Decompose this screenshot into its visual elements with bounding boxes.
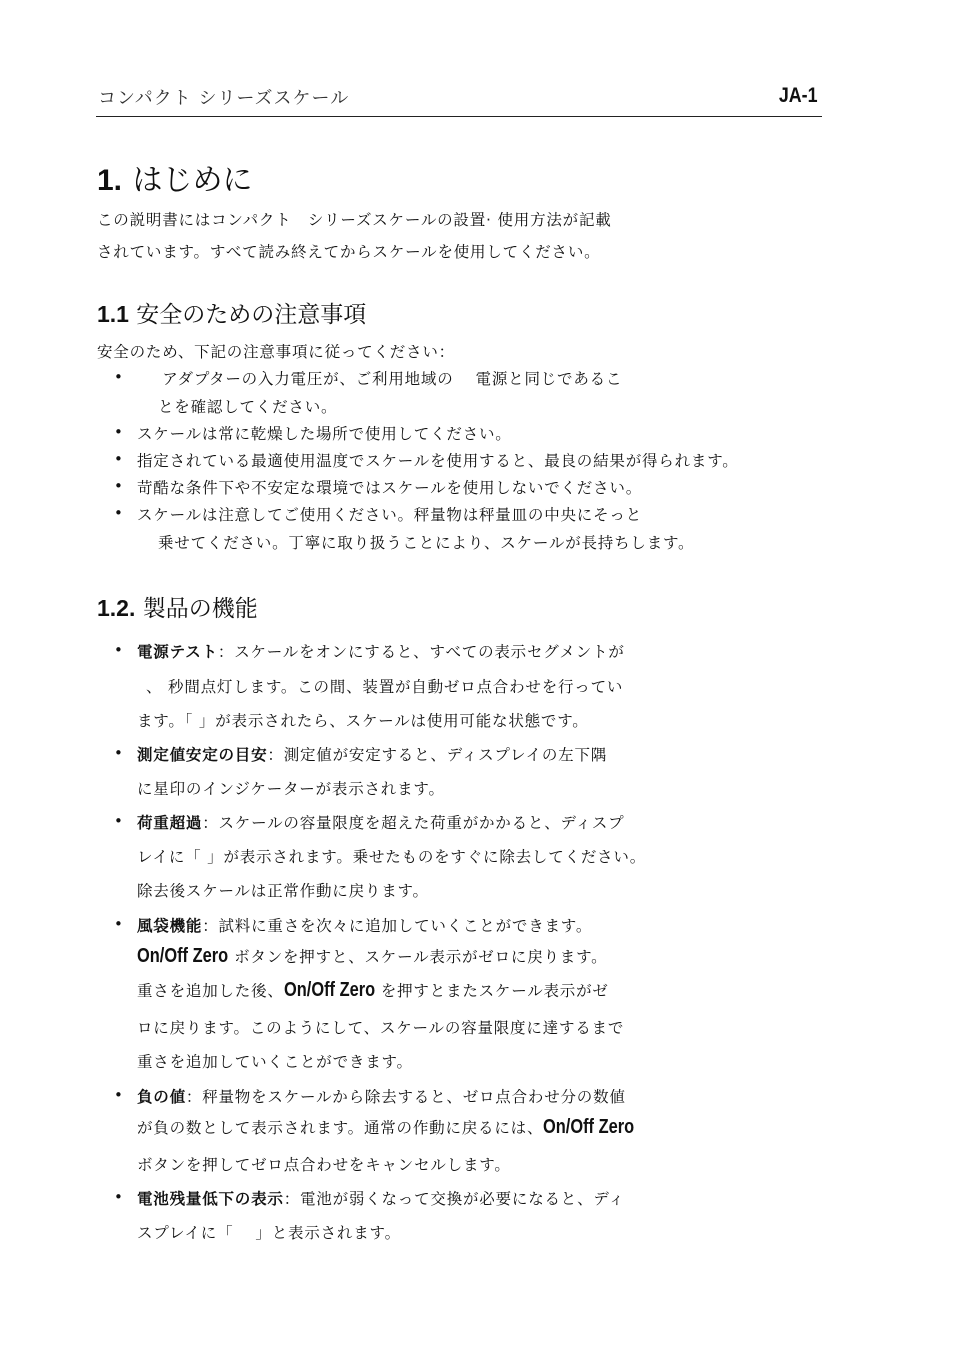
safety-item-1-line-1: アダプターの入力電圧が、ご利用地域の 電源と同じであるこ xyxy=(146,370,623,388)
feature-4-line-3 xyxy=(137,979,609,1002)
on-off-zero-key-label: On/Off Zero xyxy=(543,1116,635,1138)
feature-5-term: 負の値 xyxy=(137,1088,186,1106)
safety-lead: 安全のため、下記の注意事項に従ってください： xyxy=(97,343,455,361)
section-1-2-number: 1.2. xyxy=(97,595,136,621)
bullet-icon: • xyxy=(114,450,123,468)
bullet-icon: • xyxy=(114,504,123,522)
bullet-icon: • xyxy=(114,368,123,386)
feature-3-term: 荷重超過 xyxy=(137,814,203,832)
feature-2-line-1 xyxy=(137,743,607,765)
feature-4-line-b-pre: 重さを追加した後、 xyxy=(137,982,284,1000)
bullet-icon: • xyxy=(114,812,123,830)
feature-4-line-1 xyxy=(137,914,592,936)
bullet-icon: • xyxy=(114,423,123,441)
section-1-1-number: 1.1 xyxy=(97,301,129,327)
header-doc-title: コンパクト シリーズスケール xyxy=(98,88,350,109)
intro-line-1: この説明書にはコンパクト シリーズスケールの設置· 使用方法が記載 xyxy=(97,211,612,229)
safety-item-1-line-2: とを確認してください。 xyxy=(158,398,338,416)
page-header xyxy=(96,82,822,117)
section-1-title: はじめに xyxy=(132,163,253,198)
safety-item-2: スケールは常に乾燥した場所で使用してください。 xyxy=(137,425,512,443)
section-1-1-title: 安全のための注意事項 xyxy=(136,302,367,328)
feature-1-text: ：スケールをオンにすると、すべての表示セグメントが xyxy=(217,643,625,661)
feature-4-term: 風袋機能 xyxy=(137,917,203,935)
bullet-icon: • xyxy=(114,1086,123,1104)
feature-6-term: 電池残量低下の表示 xyxy=(137,1190,284,1208)
feature-2-text: ：測定値が安定すると、ディスプレイの左下隅 xyxy=(267,746,608,764)
section-1-1-heading xyxy=(97,296,366,329)
safety-item-5-line-1: スケールは注意してご使用ください。秤量物は秤量皿の中央にそっと xyxy=(137,506,642,524)
feature-3-line-2: レイに「 」が表示されます。乗せたものをすぐに除去してください。 xyxy=(137,848,647,866)
on-off-zero-key-label: On/Off Zero xyxy=(283,979,375,1001)
section-1-2-title: 製品の機能 xyxy=(142,596,258,622)
header-page-number: JA-1 xyxy=(779,84,818,107)
on-off-zero-key-label: On/Off Zero xyxy=(137,945,229,967)
feature-2-line-2: に星印のインジケーターが表示されます。 xyxy=(137,780,445,798)
bullet-icon: • xyxy=(114,744,123,762)
feature-1-line-3: ます。「 」が表示されたら、スケールは使用可能な状態です。 xyxy=(137,712,589,730)
section-1-heading xyxy=(97,155,252,199)
feature-4-line-4: ロに戻ります。このようにして、スケールの容量限度に達するまで xyxy=(137,1019,625,1037)
feature-4-text: ：試料に重さを次々に追加していくことができます。 xyxy=(202,917,593,935)
feature-1-line-1 xyxy=(137,640,625,662)
feature-4-line-5: 重さを追加していくことができます。 xyxy=(137,1053,413,1071)
feature-5-line-3: ボタンを押してゼロ点合わせをキャンセルします。 xyxy=(137,1156,511,1174)
feature-4-line-2 xyxy=(137,945,607,968)
feature-4-line-b-post: を押すとまたスケール表示がゼ xyxy=(380,982,609,1000)
feature-5-line-a: が負の数として表示されます。通常の作動に戻るには、 xyxy=(137,1119,544,1137)
feature-3-text: ：スケールの容量限度を超えた荷重がかかると、ディスプ xyxy=(202,814,625,832)
feature-2-term: 測定値安定の目安 xyxy=(137,746,268,764)
feature-3-line-1 xyxy=(137,811,624,833)
feature-5-line-1 xyxy=(137,1085,626,1107)
section-1-number: 1. xyxy=(97,164,123,197)
feature-3-line-3: 除去後スケールは正常作動に戻ります。 xyxy=(137,882,429,900)
safety-item-3: 指定されている最適使用温度でスケールを使用すると、最良の結果が得られます。 xyxy=(137,452,739,470)
feature-1-line-2: 、 秒間点灯します。この間、装置が自動ゼロ点合わせを行ってい xyxy=(146,678,624,696)
safety-item-5-line-2: 乗せてください。丁寧に取り扱うことにより、スケールが長持ちします。 xyxy=(158,534,695,552)
feature-6-text: ：電池が弱くなって交換が必要になると、ディ xyxy=(283,1190,625,1208)
feature-6-line-1 xyxy=(137,1187,625,1209)
feature-5-text: ：秤量物をスケールから除去すると、ゼロ点合わせ分の数値 xyxy=(185,1088,626,1106)
intro-line-2: されています。すべて読み終えてからスケールを使用してください。 xyxy=(97,243,601,261)
bullet-icon: • xyxy=(114,1188,123,1206)
bullet-icon: • xyxy=(114,477,123,495)
feature-5-line-2 xyxy=(137,1116,640,1139)
feature-1-term: 電源テスト xyxy=(137,643,218,661)
feature-6-line-2: スプレイに「 」と表示されます。 xyxy=(137,1224,401,1242)
bullet-icon: • xyxy=(114,915,123,933)
section-1-2-heading xyxy=(97,590,258,623)
feature-4-line-a: ボタンを押すと、スケール表示がゼロに戻ります。 xyxy=(234,948,608,966)
safety-item-4: 苛酷な条件下や不安定な環境ではスケールを使用しないでください。 xyxy=(137,479,642,497)
bullet-icon: • xyxy=(114,641,123,659)
